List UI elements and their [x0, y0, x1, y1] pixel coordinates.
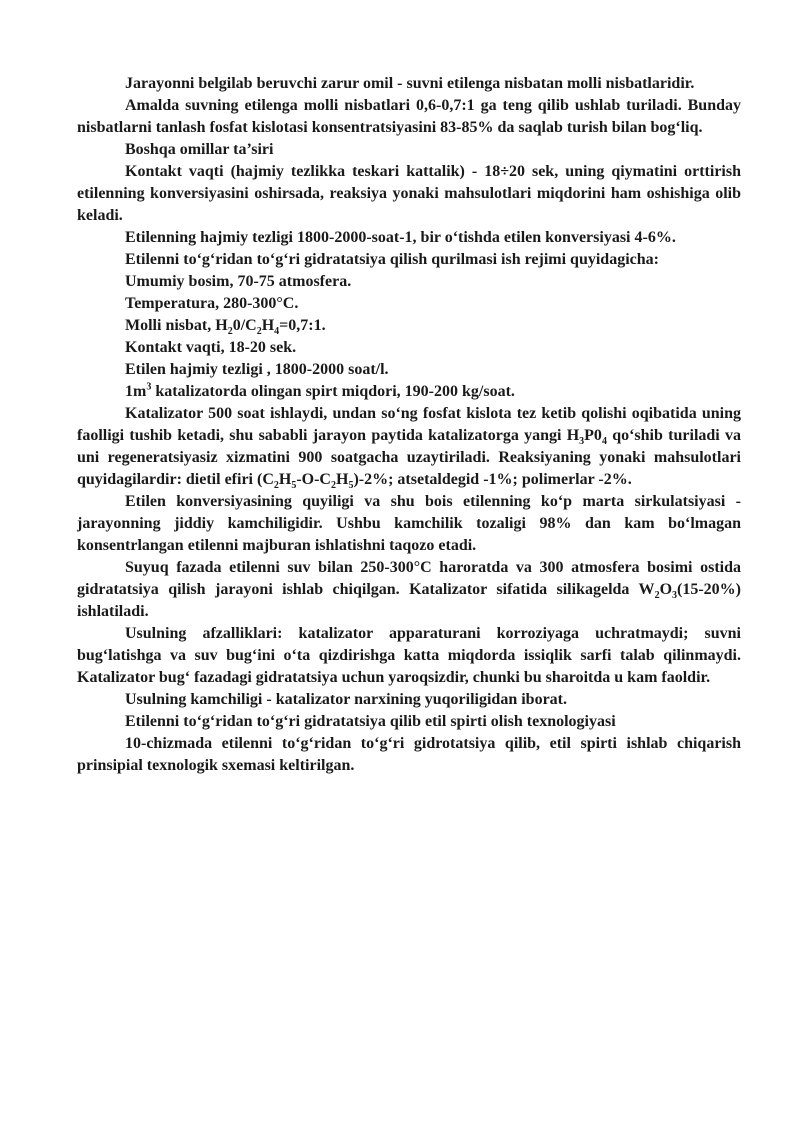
paragraph-spirit-yield: $1m^3$ katalizatorda olingan spirt miqdori, 190-200 kg/soat. [125, 381, 515, 400]
paragraph-other-factors-heading: Boshqa omillar ta’siri [125, 141, 274, 158]
paragraph-molar-ratio: Molli nisbat, $H_20/C_2H_4=0,7:1$. [125, 317, 326, 338]
paragraph-temperature: Temperatura, 280-300°C. [125, 295, 299, 312]
paragraph-disadvantage: Usulning kamchiligi - katalizator narxining yuqoriligidan iborat. [125, 691, 567, 708]
paragraph-contact-time-value: Kontakt vaqti, 18-20 sek. [125, 339, 297, 356]
paragraph-circulation: Etilen konversiyasining quyiligi va shu bois etilenning ko‘p marta sirkulatsiyasi - jarayonning jiddiy kamchiligidir. Ushbu kamchilik tozaligi 98% dan kam bo‘lmagan konsentrlangan etilenni majburan ishlatishni taqozo etadi. [77, 493, 741, 554]
paragraph-contact-time: Kontakt vaqti (hajmiy tezlikka teskari kattalik) - 18÷20 sek, uning qiymatini orttirish etilenning konversiyasini oshirsada, reaksiya yonaki mahsulotlari miqdorini ham oshishiga olib keladi. [77, 163, 741, 224]
paragraph-mode-intro: Etilenni to‘g‘ridan to‘g‘ri gidratatsiya qilish qurilmasi ish rejimi quyidagicha: [125, 251, 659, 268]
paragraph-scheme-reference: 10-chizmada etilenni to‘g‘ridan to‘g‘ri gidrotatsiya qilib, etil spirti ishlab chiqarish prinsipial texnologik sxemasi keltirilgan. [77, 735, 741, 774]
document-page [77, 73, 741, 777]
paragraph-ethylene-velocity: Etilen hajmiy tezligi , 1800-2000 soat/l. [125, 361, 389, 378]
paragraph-liquid-phase: Suyuq fazada etilenni suv bilan 250-300°C haroratda va 300 atmosfera bosimi ostida gidratatsiya qilish jarayoni ishlab chiqilgan. Katalizator sifatida silikagelda $W_2O_3(15-20\%)$ ishlatiladi. [77, 559, 741, 620]
paragraph-technology-heading: Etilenni to‘g‘ridan to‘g‘ri gidratatsiya qilib etil spirti olish texnologiyasi [125, 713, 616, 730]
paragraph-total-pressure: Umumiy bosim, 70-75 atmosfera. [125, 273, 352, 290]
paragraph-molar-ratio-practice: Amalda suvning etilenga molli nisbatlari 0,6-0,7:1 ga teng qilib ushlab turiladi. Bunday nisbatlarni tanlash fosfat kislotasi konsentratsiyasini 83-85% da saqlab turish bilan bog‘liq. [77, 97, 741, 136]
paragraph-space-velocity: Etilenning hajmiy tezligi 1800-2000-soat-1, bir o‘tishda etilen konversiyasi 4-6%. [125, 229, 676, 246]
paragraph-catalyst-life: Katalizator 500 soat ishlaydi, undan so‘ng fosfat kislota tez ketib qolishi oqibatida uning faolligi tushib ketadi, shu sababli jarayon paytida katalizatorga yangi $H_3P0_4$ qo‘shib turiladi va uni regeneratsiyasiz xizmatini 900 soatgacha uzaytiriladi. Reaksiyaning yonaki mahsulotlari quyidagilardir: dietil efiri $(C_2H_5-O-C_2H_5)-2\%$; atsetaldegid -1%; polimerlar -2%. [77, 405, 741, 492]
paragraph-main-factor: Jarayonni belgilab beruvchi zarur omil - suvni etilenga nisbatan molli nisbatlaridir. [125, 75, 695, 92]
paragraph-advantages: Usulning afzalliklari: katalizator apparaturani korroziyaga uchratmaydi; suvni bug‘latishga va suv bug‘ini o‘ta qizdirishga katta miqdorda issiqlik sarfi talab qilinmaydi. Katalizator bug‘ fazadagi gidratatsiya uchun yaroqsizdir, chunki bu sharoitda u kam faoldir. [77, 625, 741, 686]
